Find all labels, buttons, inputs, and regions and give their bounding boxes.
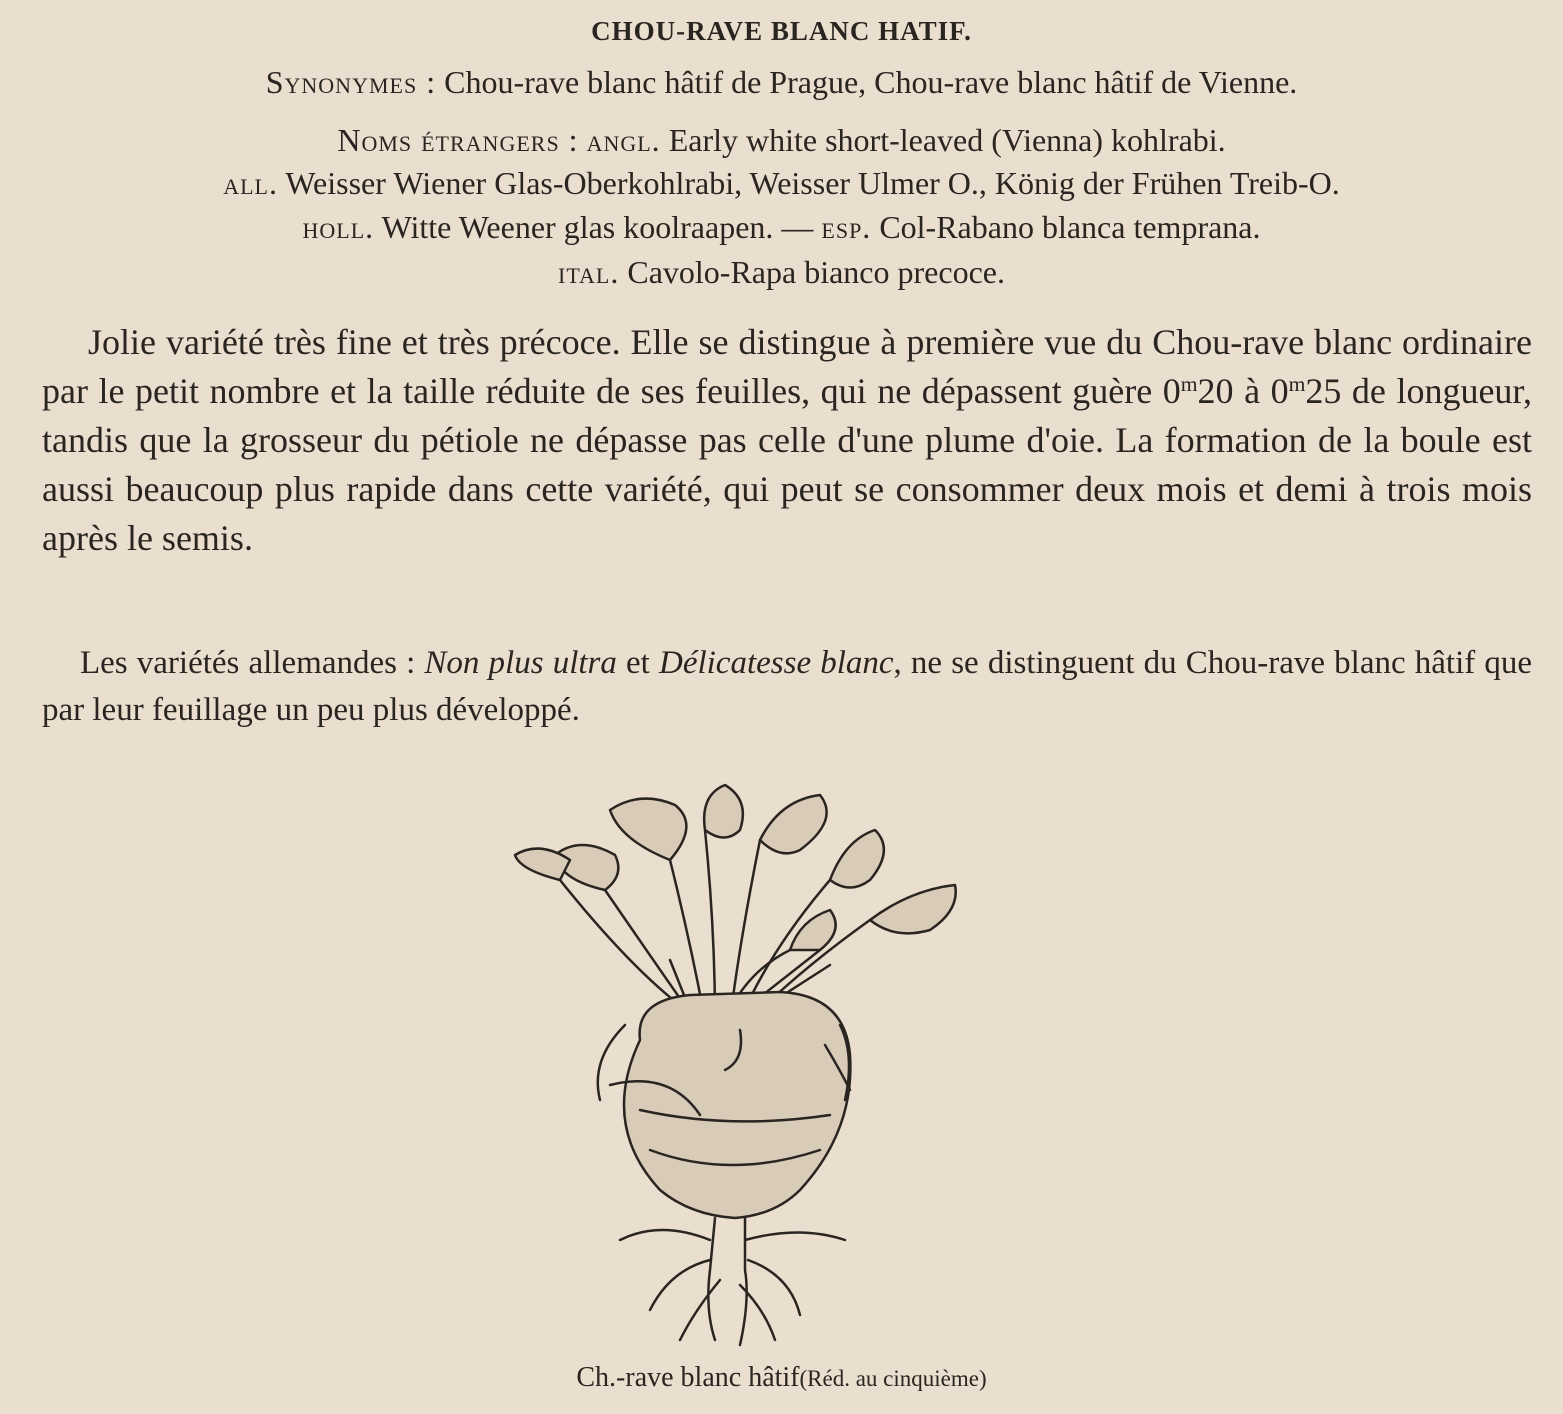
kohlrabi-illustration xyxy=(500,770,970,1350)
unit-meter-b: m xyxy=(1288,372,1306,397)
description-part2: 20 à 0 xyxy=(1197,371,1289,411)
foreign-names-italian xyxy=(0,254,1563,291)
figure-caption xyxy=(0,1362,1563,1394)
description-paragraph xyxy=(42,318,1532,563)
synonyms-text: Chou-rave blanc hâtif de Prague, Chou-rave blanc hâtif de Vienne. xyxy=(444,64,1298,100)
unit-meter-a: m xyxy=(1180,372,1198,397)
caption-note: (Réd. au cinquième) xyxy=(799,1366,987,1391)
variety-non-plus-ultra: Non plus ultra xyxy=(424,645,617,681)
italian-label: ital. xyxy=(558,254,620,290)
german-label: all. xyxy=(223,165,278,201)
english-label: angl. xyxy=(586,122,661,158)
german-name: Weisser Wiener Glas-Oberkohlrabi, Weisser Ulmer O., König der Frühen Treib-O. xyxy=(285,165,1340,201)
varieties-rest: , ne se distinguent du Chou-rave blanc hâtif que par leur feuillage un peu plus développé. xyxy=(42,645,1533,728)
description-part3: 25 de longueur, tandis que la grosseur du pétiole ne dépasse pas celle d'une plume d'oie. La formation de la boule est aussi beaucoup plus rapide dans cette variété, qui peut se consommer deux mois et demi à trois mois après le semis. xyxy=(42,371,1532,558)
synonyms-line xyxy=(0,64,1563,101)
description-part1: Jolie variété très fine et très précoce. Elle se distingue à première vue du Chou-rave blanc ordinaire par le petit nombre et la taille réduite de ses feuilles, qui ne dépassent guère 0 xyxy=(42,322,1532,411)
varieties-intro: Les variétés allemandes : xyxy=(80,645,416,681)
foreign-names-german xyxy=(0,165,1563,202)
dutch-name: Witte Weener glas koolraapen. — xyxy=(381,209,814,245)
foreign-names-label: Noms étrangers : xyxy=(337,122,579,158)
foreign-names-dutch-spanish xyxy=(0,209,1563,246)
page-title: CHOU-RAVE BLANC HATIF. xyxy=(591,16,972,46)
variety-delicatesse: Délicatesse blanc xyxy=(658,645,894,681)
italian-name: Cavolo-Rapa bianco precoce. xyxy=(627,254,1005,290)
foreign-names-english xyxy=(0,122,1563,159)
dutch-label: holl. xyxy=(302,209,375,245)
synonyms-label: Synonymes : xyxy=(265,64,437,100)
varieties-and: et xyxy=(626,645,650,681)
caption-main: Ch.-rave blanc hâtif xyxy=(576,1362,800,1393)
spanish-label: esp. xyxy=(821,209,872,245)
german-varieties-paragraph xyxy=(42,640,1532,734)
spanish-name: Col-Rabano blanca temprana. xyxy=(879,209,1261,245)
english-name: Early white short-leaved (Vienna) kohlrabi. xyxy=(668,122,1226,158)
